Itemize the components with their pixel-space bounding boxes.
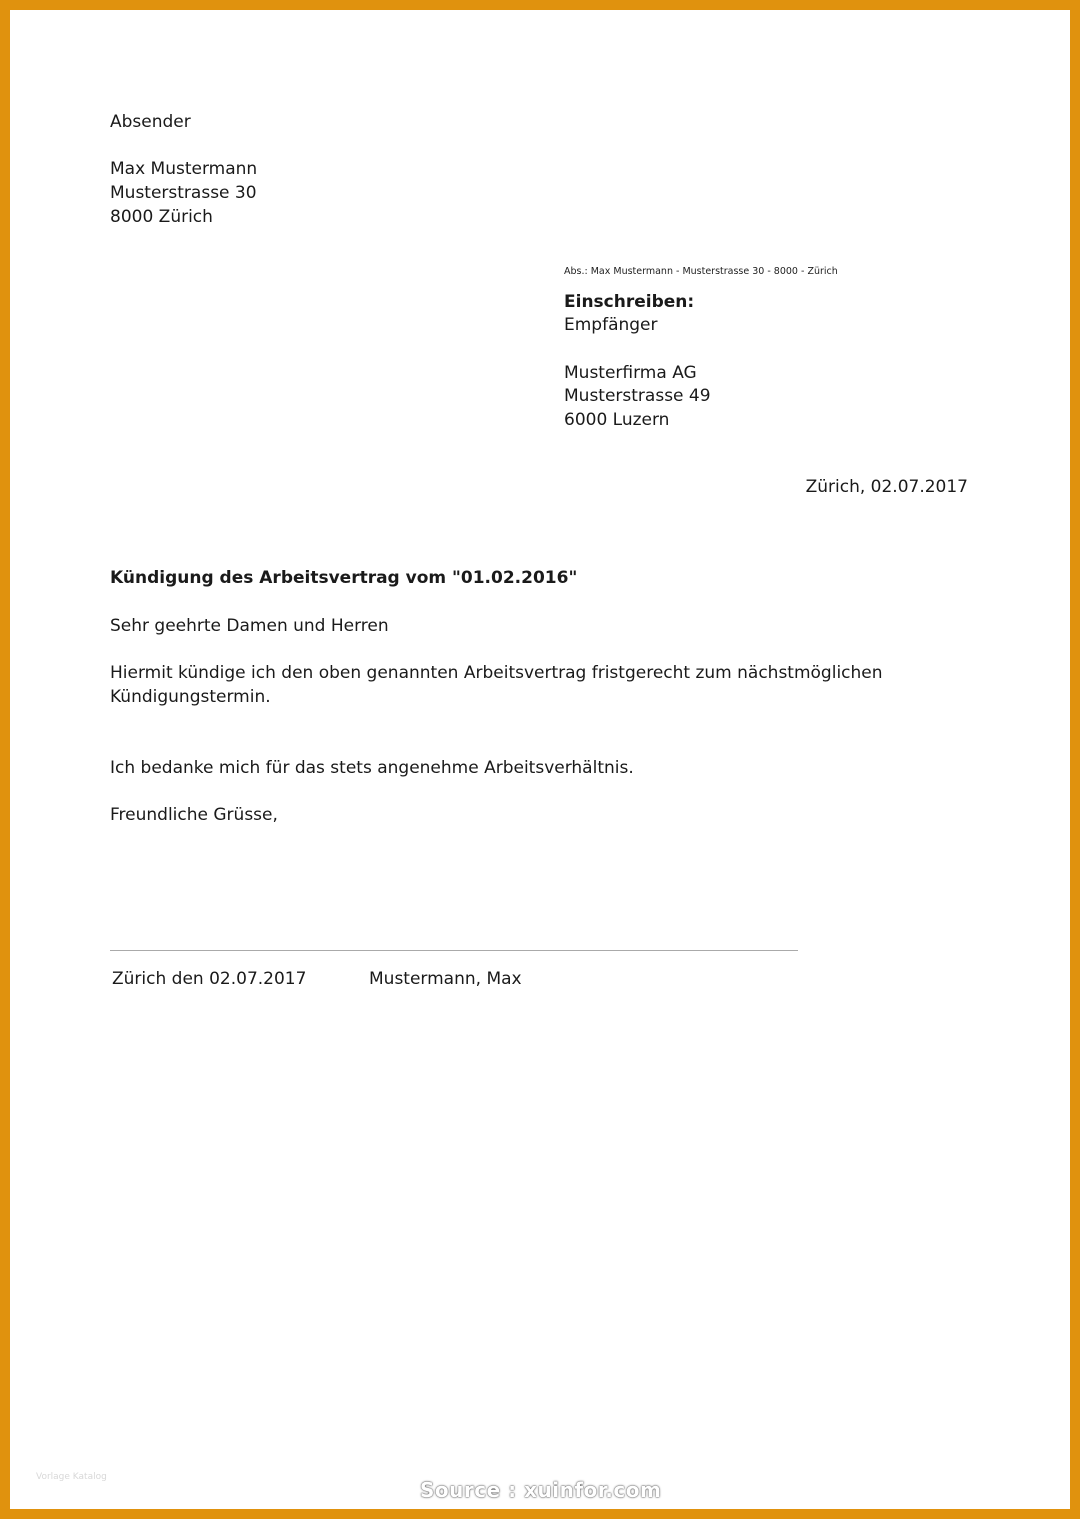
signature-place-date: Zürich den 02.07.2017 — [112, 969, 307, 989]
signature-line — [110, 950, 798, 951]
recipient-company: Musterfirma AG — [564, 363, 697, 383]
sender-name: Max Mustermann — [110, 159, 258, 179]
closing: Freundliche Grüsse, — [110, 805, 278, 825]
recipient-label: Empfänger — [564, 315, 658, 335]
body-paragraph-1-line-1: Hiermit kündige ich den oben genannten Arbeitsvertrag fristgerecht zum nächstmöglichen — [110, 663, 883, 683]
signature-name: Mustermann, Max — [369, 969, 522, 989]
sender-city: 8000 Zürich — [110, 207, 213, 227]
place-date: Zürich, 02.07.2017 — [805, 477, 968, 497]
body-paragraph-2: Ich bedanke mich für das stets angenehme Arbeitsverhältnis. — [110, 758, 634, 778]
sender-street: Musterstrasse 30 — [110, 183, 257, 203]
return-address: Abs.: Max Mustermann - Musterstrasse 30 - 8000 - Zürich — [564, 266, 838, 277]
letter-page — [10, 10, 1070, 1509]
recipient-street: Musterstrasse 49 — [564, 386, 711, 406]
source-caption: Source : xuinfor.com — [420, 1478, 662, 1502]
body-paragraph-1-line-2: Kündigungstermin. — [110, 687, 271, 707]
mail-type: Einschreiben: — [564, 292, 695, 312]
recipient-city: 6000 Luzern — [564, 410, 670, 430]
letter-subject: Kündigung des Arbeitsvertrag vom "01.02.2016" — [110, 568, 578, 588]
sender-heading: Absender — [110, 112, 191, 132]
salutation: Sehr geehrte Damen und Herren — [110, 616, 389, 636]
watermark-text: Vorlage Katalog — [36, 1472, 107, 1482]
